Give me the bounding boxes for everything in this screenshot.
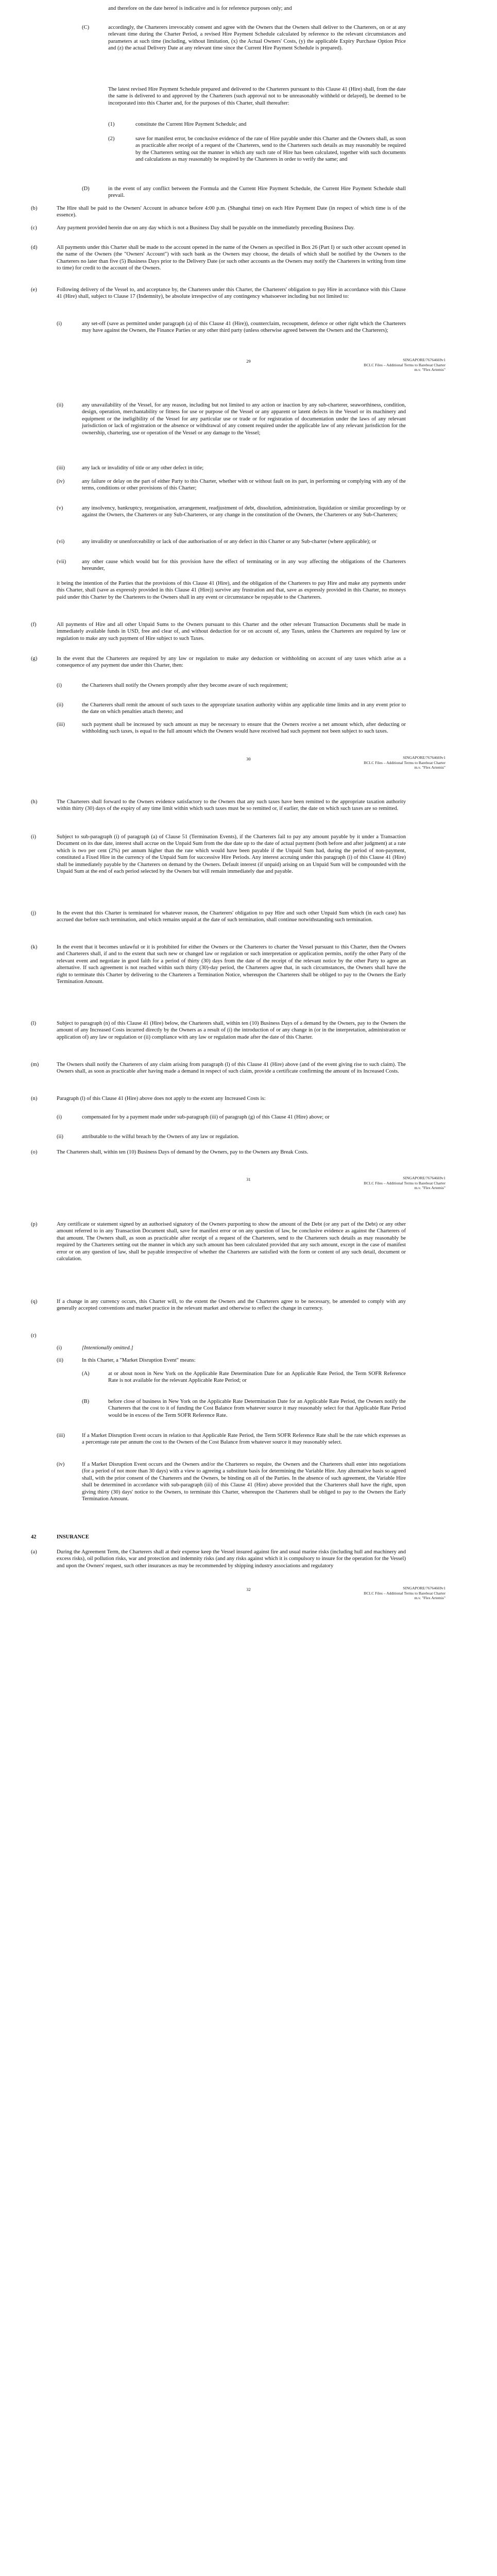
paragraph-g: In the event that the Charterers are required by any law or regulation to make any deduction or withholding on account of any taxes which arise as a consequence of any payment due under this Charter, then: — [57, 656, 406, 669]
item-label: (q) — [31, 1299, 38, 1304]
paragraph-b: The Hire shall be paid to the Owners' Account in advance before 4:00 p.m. (Shanghai time) on each Hire Payment Date (in respect of which time is of the essence). — [57, 206, 406, 218]
footer-line1: BCLC Files – Additional Terms to Bareboat Charter — [364, 1590, 445, 1596]
item-label: (l) — [31, 1021, 36, 1026]
paragraph-n-i: compensated for by a payment made under sub-paragraph (iii) of paragraph (g) of this Clause 41 (Hire) above; or — [82, 1114, 330, 1120]
footer-line2: m.v. "Flex Artemis" — [414, 1596, 445, 1601]
paragraph-r-b: before close of business in New York on the Applicable Rate Determination Date for an Applicable Rate Period, the Owners notify the Charterers that the cost to it of funding the Cost Balance from whatever source it may reasonably select for that Applicable Rate Period would be in excess of the Term SOFR Reference Rate. — [108, 1399, 406, 1418]
paragraph-iii: any lack or invalidity of title or any other defect in title; — [82, 465, 204, 471]
footer-line2: m.v. "Flex Artemis" — [414, 1185, 445, 1191]
footer-ref: SINGAPORE/76764669v1 — [403, 1586, 445, 1590]
item-label: (n) — [31, 1096, 38, 1101]
paragraph-e-i: any set-off (save as permitted under paragraph (a) of this Clause 41 (Hire)), counterclaim, recoupment, defence or other right which the Charterers may have against the Owners, the Finance Parties or any other third party (unless otherwise agreed between the Owners and the Charterers); — [82, 321, 406, 334]
item-label: (A) — [82, 1371, 90, 1377]
item-label: (i) — [57, 1114, 62, 1120]
item-label: (C) — [82, 25, 90, 30]
item-label: (b) — [31, 206, 38, 211]
footer-block — [330, 1176, 445, 1191]
item-label: (i) — [57, 321, 62, 327]
paragraph-latest-schedule: The latest revised Hire Payment Schedule prepared and delivered to the Charterers pursuant to this Clause 41 (Hire) shall, from the date the same is delivered to and approved by the Charterers (such approval not to be unreasonably withheld or delayed), be deemed to be incorporated into this Charter and, for the purposes of this Charter, shall thereafter: — [108, 87, 406, 106]
item-label: (D) — [82, 186, 90, 192]
item-label: (ii) — [57, 1134, 63, 1140]
item-label: (i) — [57, 683, 62, 688]
item-label: (vi) — [57, 539, 65, 545]
item-label: (iii) — [57, 722, 65, 727]
paragraph-g-iii: such payment shall be increased by such amount as may be necessary to ensure that the Owners receive a net amount which, after deducting or withholding such taxes, is equal to the full amount which the Owners would have received had such payment not been subject to such taxes. — [82, 722, 406, 735]
item-label: (iv) — [57, 1462, 65, 1467]
item-label: (1) — [108, 122, 115, 127]
paragraph-k: In the event that it becomes unlawful or it is prohibited for either the Owners or the Charterers to charter the Vessel pursuant to this Charter, then the Owners and Charterers shall, if and to the extent that such new or changed law or regulation or such interpretation or application permits, notify the other Party of the relevant event and negotiate in good faith for a period of thirty (30) days from the date of the receipt of the relevant notice by the other Party to agree an alternative. If such agreement is not reached within such thirty (30)-day period, the Charterers agree that, in such circumstances, the Owners shall have the right to terminate this Charter by delivering to the Charterers a Termination Notice, whereupon the Charterers shall be obliged to pay to the Owners the Early Termination Amount. — [57, 944, 406, 985]
paragraph-g-ii: the Charterers shall remit the amount of such taxes to the appropriate taxation authority within any applicable time limits and in any event prior to the date on which penalties attach thereto; and — [82, 702, 406, 715]
paragraph-c2: Any payment provided herein due on any day which is not a Business Day shall be payable on the immediately preceding Business Day. — [57, 225, 355, 231]
paragraph-r-a: at or about noon in New York on the Applicable Rate Determination Date for an Applicable Rate Period, the Term SOFR Reference Rate is not available for the relevant Applicable Rate Period; or — [108, 1371, 406, 1384]
section-heading: INSURANCE — [57, 1534, 89, 1540]
paragraph-m: The Owners shall notify the Charterers of any claim arising from paragraph (l) of this Clause 41 (Hire) above (and of the event giving rise to such claim). The Owners shall, as soon as practicable after having made a demand in respect of such claim, provide a certificate confirming the amount of its Increased Costs. — [57, 1062, 406, 1075]
footer-line1: BCLC Files – Additional Terms to Bareboat Charter — [364, 362, 445, 367]
page-3 — [0, 793, 497, 1185]
item-label: (ii) — [57, 702, 63, 708]
item-label: (d) — [31, 245, 38, 250]
item-label: (i) — [31, 834, 36, 840]
item-label: (ii) — [57, 402, 63, 408]
item-label: (iii) — [57, 1433, 65, 1438]
paragraph-h: The Charterers shall forward to the Owners evidence satisfactory to the Owners that any such taxes have been remitted to the appropriate taxation authority within thirty (30) days of the expiry of any time limit within which such taxes must be so remitted or, if earlier, the date on which such taxes are so remitted. — [57, 799, 406, 812]
item-label: (c) — [31, 225, 37, 231]
item-label: (ii) — [57, 1358, 63, 1363]
paragraph-n-ii: attributable to the wilful breach by the Owners of any law or regulation. — [82, 1134, 239, 1140]
item-label: (j) — [31, 910, 36, 916]
footer-ref: SINGAPORE/76764669v1 — [403, 1176, 445, 1180]
item-label: (h) — [31, 799, 38, 805]
item-label: (iv) — [57, 479, 65, 484]
section-number: 42 — [31, 1534, 37, 1540]
paragraph-g-i: the Charterers shall notify the Owners promptly after they become aware of such requirement; — [82, 683, 288, 688]
page-number: 31 — [246, 1177, 251, 1182]
item-label: (vii) — [57, 559, 66, 565]
item-label: (B) — [82, 1399, 90, 1404]
paragraph-2: save for manifest error, be conclusive evidence of the rate of Hire payable under this Charter and the Owners shall, as soon as practicable after receipt of a request of the Charterers, send to the Charterers such details as may reasonably be required by the Charterers setting out the manner in which any such rate of Hire has been calculated, together with such documents and calculations as may reasonably be required by the Charterers in order to verify the same; and — [135, 136, 406, 163]
item-label: (iii) — [57, 465, 65, 471]
item-label: (g) — [31, 656, 38, 662]
paragraph-iv: any failure or delay on the part of either Party to this Charter, whether with or without fault on its part, in performing or complying with any of the terms, conditions or other provisions of this Charter; — [82, 479, 406, 492]
paragraph-r-ii: In this Charter, a "Market Disruption Event" means: — [82, 1358, 196, 1363]
paragraph-vii: any other cause which would but for this provision have the effect of terminating or in any way affecting the obligations of the Charterers hereunder, — [82, 559, 406, 572]
paragraph-o: The Charterers shall, within ten (10) Business Days of demand by the Owners, pay to the Owners any Break Costs. — [57, 1149, 309, 1155]
page-2 — [0, 397, 497, 739]
footer-ref: SINGAPORE/76764669v1 — [403, 358, 445, 362]
footer-block — [330, 358, 445, 372]
paragraph-j: In the event that this Charter is terminated for whatever reason, the Charterers' obligation to pay Hire and such other Unpaid Sum which (in each case) has accrued due before such termination, and which remains unpaid at the date of such termination, shall continue notwithstanding such termination. — [57, 910, 406, 923]
item-label: (r) — [31, 1333, 37, 1338]
item-label: (o) — [31, 1149, 38, 1155]
item-label: (k) — [31, 944, 38, 950]
paragraph-i: Subject to sub-paragraph (i) of paragraph (a) of Clause 51 (Termination Events), if the Charterers fail to pay any amount payable by it under a Transaction Document on its due date, interest shall accrue on the Unpaid Sum from the due date up to the date of actual payment (both before and after judgment) at a rate which is two per cent (2%) per annum higher than the rate which would have been payable if the Unpaid Sum had, during the period of non-payment, constituted a Fixed Hire in the currency of the Unpaid Sum for successive Hire Periods. Any interest accruing under this paragraph (i) of this Clause 41 (Hire) shall be immediately payable by the Charterers on demand by the Owners. Default interest (if unpaid) arising on an Unpaid Sum will be compounded with the Unpaid Sum at the end of each period selected by the Owners but will remain immediately due and payable. — [57, 834, 406, 875]
paragraph-l: Subject to paragraph (n) of this Clause 41 (Hire) below, the Charterers shall, within ten (10) Business Days of a demand by the Owners, pay to the Owners the amount of any Increased Costs incurred directly by the Owners as a result of (i) the introduction of or any change in (or in the interpretation, administration or application of) any law or regulation or (ii) compliance with any law or regulation made after the date of this Charter. — [57, 1021, 406, 1040]
item-label: (f) — [31, 622, 37, 628]
footer-line2: m.v. "Flex Artemis" — [414, 765, 445, 770]
paragraph-1: constitute the Current Hire Payment Schedule; and — [135, 122, 247, 127]
item-label: (a) — [31, 1549, 37, 1555]
footer-ref: SINGAPORE/76764669v1 — [403, 755, 445, 760]
paragraph-c: accordingly, the Charterers irrevocably consent and agree with the Owners that the Owners shall deliver to the Charterers, on or at any relevant time during the Charter Period, a revised Hire Payment Schedule calculated by reference to the relevant circumstances and parameters at such time (including, without limitation, (x) the Actual Owners' Costs, (y) the applicable Expiry Purchase Option Price and (z) the actual Delivery Date at any relevant time since the Current Hire Payment Schedule is prepared). — [108, 25, 406, 52]
paragraph-intro: and therefore on the date hereof is indicative and is for reference purposes only; and — [108, 6, 292, 11]
item-label: (i) — [57, 1345, 62, 1351]
item-label: (v) — [57, 505, 63, 511]
page-4 — [0, 1216, 497, 2576]
paragraph-tail: it being the intention of the Parties that the provisions of this Clause 41 (Hire), and the obligation of the Charterers to pay Hire and make any payments under this Charter, shall (save as expressly provided in this Clause 41 (Hire)) survive any frustration and that, save as expressly provided in this Charter, no moneys paid under this Charter by the Charterers to the Owners shall in any event or circumstance be repayable to the Charterers. — [57, 581, 406, 600]
page-number: 30 — [246, 756, 251, 761]
footer-line1: BCLC Files – Additional Terms to Bareboat Charter — [364, 760, 445, 765]
paragraph-r-iv: If a Market Disruption Event occurs and the Owners and/or the Charterers so require, the Owners and the Charterers shall enter into negotiations (for a period of not more than 30 days) with a view to agreeing a substitute basis for determining the Variable Hire. Any alternative basis so agreed shall, with the prior consent of the Charterers and the Owners, be binding on all of the Parties. In the absence of such agreement, the Variable Hire shall be determined in accordance with sub-paragraph (iii) of this Clause 41 (Hire) above provided that the Charterers shall have the right, upon giving thirty (30) days' notice to the Owners, to terminate this Charter, whereupon the Charterers shall be obliged to pay to the Owners the Early Termination Amount. — [82, 1462, 406, 1502]
paragraph-n: Paragraph (l) of this Clause 41 (Hire) above does not apply to the extent any Increased Costs is: — [57, 1096, 266, 1101]
footer-block — [330, 1586, 445, 1601]
paragraph-d: in the event of any conflict between the Formula and the Current Hire Payment Schedule, the Current Hire Payment Schedule shall prevail. — [108, 186, 406, 199]
paragraph-p: Any certificate or statement signed by an authorised signatory of the Owners purporting to show the amount of the Debt (or any part of the Debt) or any other amount referred to in any Transaction Document shall, save for manifest error or on any question of law, be conclusive evidence as against the Charterers of that amount. The Owners shall, as soon as practicable after receipt of a request of the Charterers, send to the Charterers such details as may reasonably be required by the Charterers setting out the manner in which any such amount has been calculated provided that any such amount, except in the case of manifest error or on any question of law, shall be payable irrespective of whether the Charterers are satisfied with the form or content of any such detail, document or calculation. — [57, 1222, 406, 1262]
item-label: (e) — [31, 287, 37, 293]
footer-block — [330, 755, 445, 770]
paragraph-d2: All payments under this Charter shall be made to the account opened in the name of the Owners as specified in Box 26 (Part I) or such other account opened in the name of the Owners (the "Owners' Account") with such bank as the Owners may choose, the details of which shall be notified by the Owners to the Charterers no later than five (5) Business Days prior to the Delivery Date (or such other accounts as the Owners may notify the Charterers in writing from time to time) for credit to the account of the Owners. — [57, 245, 406, 272]
paragraph-42-a: During the Agreement Term, the Charterers shall at their expense keep the Vessel insured against fire and usual marine risks (including hull and machinery and excess risks), oil pollution risks, war and protection and indemnity risks (and any risks against which it is compulsory to insure for the operation for the Vessel) and upon the Owners' request, such other insurances as may be recommended by shipping industry associations and regulatory — [57, 1549, 406, 1569]
paragraph-vi: any invalidity or unenforceability or lack of due authorisation of or any defect in this Charter or any Sub-charter (where applicable); or — [82, 539, 376, 545]
paragraph-f: All payments of Hire and all other Unpaid Sums to the Owners pursuant to this Charter and the other relevant Transaction Documents shall be made in immediately available funds in USD, free and clear of, and without deduction for or on account of, any Taxes, unless the Charterers are required by law or regulation to make any such payment of Hire subject to such Taxes. — [57, 622, 406, 641]
paragraph-r-iii: If a Market Disruption Event occurs in relation to that Applicable Rate Period, the Term SOFR Reference Rate shall be the rate which expresses as a percentage rate per annum the cost to the Owners of the Cost Balance from whatever source it may reasonably select. — [82, 1433, 406, 1446]
page-number: 29 — [246, 359, 251, 364]
page-number: 32 — [246, 1587, 251, 1592]
paragraph-e: Following delivery of the Vessel to, and acceptance by, the Charterers under this Charter, the Charterers' obligation to pay Hire in accordance with this Clause 41 (Hire) shall, subject to Clause 17 (Indemnity), be absolute irrespective of any contingency whatsoever including but not limited to: — [57, 287, 406, 300]
footer-line2: m.v. "Flex Artemis" — [414, 367, 445, 372]
paragraph-v: any insolvency, bankruptcy, reorganisation, arrangement, readjustment of debt, dissolution, administration, liquidation or similar proceedings by or against the Owners, the Charterers or any Sub-Charterers, or any change in the constitution of the Owners, the Charterers or any Sub-Charterers; — [82, 505, 406, 518]
item-label: (p) — [31, 1222, 38, 1227]
item-label: (m) — [31, 1062, 39, 1067]
paragraph-q: If a change in any currency occurs, this Charter will, to the extent the Owners and the Charterers agree to be necessary, be amended to comply with any generally accepted conventions and market practice in the relevant market and otherwise to reflect the change in currency. — [57, 1299, 406, 1312]
paragraph-ii: any unavailability of the Vessel, for any reason, including but not limited to any action or inaction by any sub-charterer, seaworthiness, condition, design, operation, merchantability or fitness for use or purpose of the Vessel or any apparent or latent defects in the Vessel or its machinery and equipment or the ineligibility of the Vessel for any particular use or trade or for registration of documentation under the laws of any relevant jurisdiction or lack of registration or the absence or withdrawal of any consent required under the applicable law of any relevant jurisdiction for the ownership, chartering, use or operation of the Vessel or any damage to the Vessel; — [82, 402, 406, 436]
footer-line1: BCLC Files – Additional Terms to Bareboat Charter — [364, 1180, 445, 1185]
paragraph-r-i: [Intentionally omitted.] — [82, 1345, 133, 1351]
item-label: (2) — [108, 136, 115, 142]
